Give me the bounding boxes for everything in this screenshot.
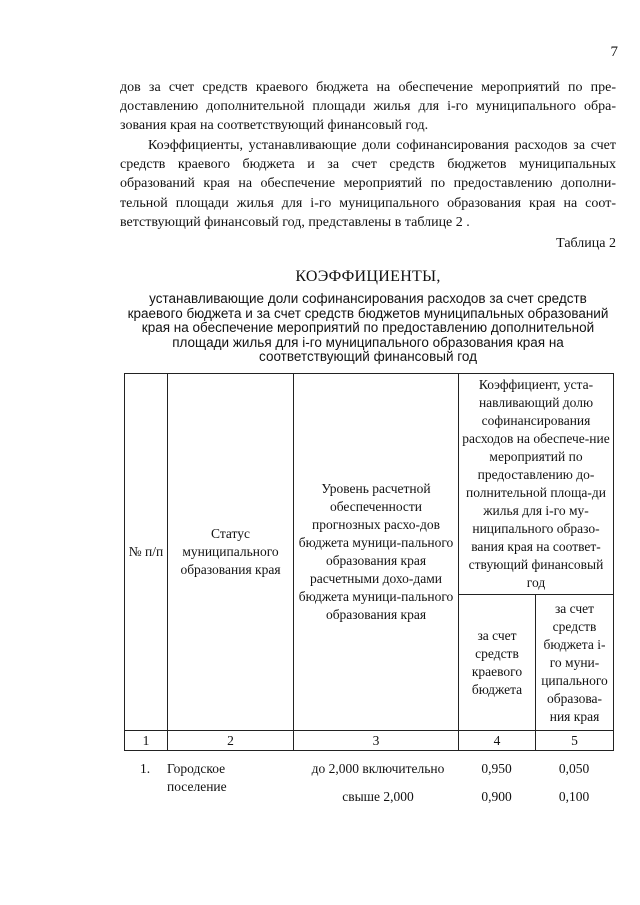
header-coefficient: Коэффициент, уста-навливающий долю софинансирования расходов на обеспече-ние мероприятий по предоставлению до-полнительной площа-ди жилья для i-го му-ниципального образо-вания края на соответ-ствующий финансовый год <box>459 374 614 595</box>
column-number: 1 <box>125 731 168 751</box>
table-heading: КОЭФФИЦИЕНТЫ, <box>295 268 441 285</box>
row-level: свыше 2,000 <box>342 789 414 804</box>
row-municipal: 0,050 <box>558 761 590 776</box>
column-number: 5 <box>536 731 614 751</box>
header-regional-budget: за счет средств краевого бюджета <box>459 595 536 731</box>
column-numbers-row <box>125 731 614 751</box>
table-subheading: устанавливающие доли софинансирования расходов за счет средств краевого бюджета и за счет средств бюджетов муниципальных образований края на обеспечение мероприятий по предоставлению дополнительной площади жилья для i-го муниципального образования края на соответствующий финансовый год <box>127 291 609 365</box>
row-regional: 0,950 <box>481 761 512 776</box>
coefficients-table <box>124 373 614 751</box>
row-number: 1. <box>140 761 151 776</box>
column-number: 4 <box>459 731 536 751</box>
paragraph-coefficients: Коэффициенты, устанавливающие доли софинансирования расходов за счет средств краевого бюджета и за счет средств бюджетов муниципальных образований края на обеспечение мероприятий по предоставлению дополни-тельной площади жилья для i-го муниципального образования края на соот-ветствующий финансовый год, представлены в таблице 2 . <box>120 138 616 230</box>
column-number: 3 <box>294 731 459 751</box>
header-status: Статус муниципального образования края <box>168 374 294 731</box>
row-level: до 2,000 включительно <box>311 761 445 776</box>
column-number: 2 <box>168 731 294 751</box>
header-number: № п/п <box>125 374 168 731</box>
row-municipal: 0,100 <box>558 789 590 804</box>
paragraph-continuation: дов за счет средств краевого бюджета на обеспечение мероприятий по пре-доставлению дополнительной площади жилья для i-го муниципального обра-зования края на соответствующий финансовый год. <box>120 80 616 134</box>
row-regional: 0,900 <box>481 789 512 804</box>
header-municipal-budget: за счет средств бюджета i-го муни-ципального образова-ния края <box>536 595 614 731</box>
page-number: 7 <box>610 44 618 60</box>
row-status: Городское поселение <box>167 761 227 794</box>
table-label: Таблица 2 <box>556 236 616 251</box>
header-level: Уровень расчетной обеспеченности прогнозных расхо-дов бюджета муници-пального образования края расчетными дохо-дами бюджета муници-пального образования края <box>294 374 459 731</box>
